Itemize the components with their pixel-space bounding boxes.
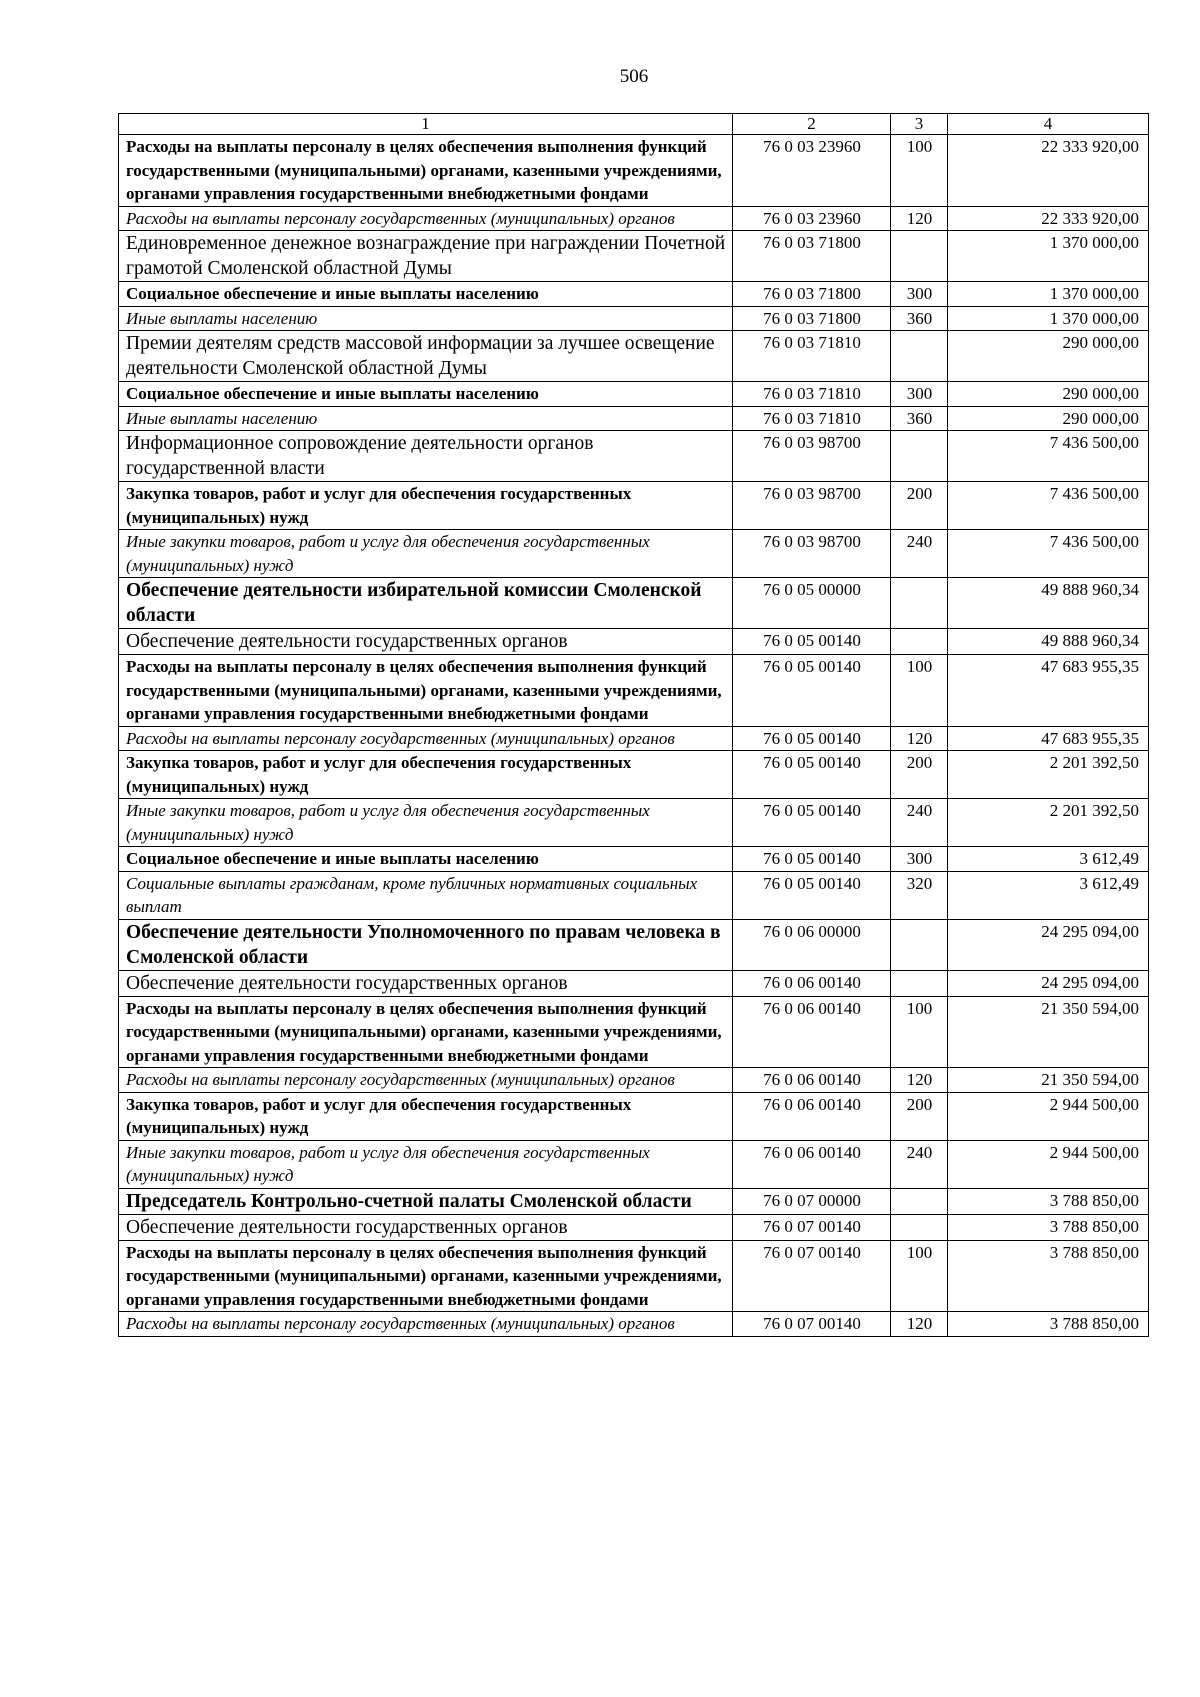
table-row xyxy=(119,919,1149,970)
target-code-cell: 76 0 05 00140 xyxy=(733,629,891,655)
expense-type-cell: 100 xyxy=(891,1240,948,1312)
budget-table xyxy=(118,113,1149,1337)
expense-name-cell: Обеспечение деятельности государственных органов xyxy=(119,1214,733,1240)
expense-type-cell: 100 xyxy=(891,655,948,727)
target-code-cell: 76 0 07 00140 xyxy=(733,1214,891,1240)
column-header-4: 4 xyxy=(948,114,1149,135)
target-code-cell: 76 0 06 00140 xyxy=(733,1140,891,1188)
expense-type-cell xyxy=(891,578,948,629)
budget-table-container xyxy=(118,113,1149,1337)
expense-name-cell: Председатель Контрольно-счетной палаты Смоленской области xyxy=(119,1188,733,1214)
expense-name-cell: Социальное обеспечение и иные выплаты населению xyxy=(119,382,733,407)
amount-cell: 3 612,49 xyxy=(948,847,1149,872)
amount-cell: 2 201 392,50 xyxy=(948,751,1149,799)
amount-cell: 7 436 500,00 xyxy=(948,431,1149,482)
expense-name-cell: Социальное обеспечение и иные выплаты населению xyxy=(119,282,733,307)
amount-cell: 24 295 094,00 xyxy=(948,919,1149,970)
expense-type-cell: 120 xyxy=(891,206,948,231)
expense-type-cell: 100 xyxy=(891,135,948,207)
column-header-3: 3 xyxy=(891,114,948,135)
expense-name-cell: Единовременное денежное вознаграждение при награждении Почетной грамотой Смоленской областной Думы xyxy=(119,231,733,282)
table-row xyxy=(119,1214,1149,1240)
table-row xyxy=(119,578,1149,629)
expense-type-cell xyxy=(891,431,948,482)
amount-cell: 49 888 960,34 xyxy=(948,629,1149,655)
expense-name-cell: Расходы на выплаты персоналу государственных (муниципальных) органов xyxy=(119,1312,733,1337)
expense-name-cell: Обеспечение деятельности избирательной комиссии Смоленской области xyxy=(119,578,733,629)
expense-type-cell xyxy=(891,1214,948,1240)
expense-name-cell: Обеспечение деятельности государственных органов xyxy=(119,629,733,655)
table-row xyxy=(119,282,1149,307)
amount-cell: 47 683 955,35 xyxy=(948,726,1149,751)
page-number: 506 xyxy=(619,66,649,87)
target-code-cell: 76 0 06 00140 xyxy=(733,1092,891,1140)
expense-name-cell: Информационное сопровождение деятельности органов государственной власти xyxy=(119,431,733,482)
table-row xyxy=(119,1092,1149,1140)
amount-cell: 7 436 500,00 xyxy=(948,530,1149,578)
target-code-cell: 76 0 03 71800 xyxy=(733,231,891,282)
table-row xyxy=(119,306,1149,331)
amount-cell: 21 350 594,00 xyxy=(948,1068,1149,1093)
table-row xyxy=(119,996,1149,1068)
expense-name-cell: Обеспечение деятельности государственных органов xyxy=(119,970,733,996)
table-row xyxy=(119,629,1149,655)
expense-name-cell: Иные закупки товаров, работ и услуг для обеспечения государственных (муниципальных) нужд xyxy=(119,1140,733,1188)
table-row xyxy=(119,406,1149,431)
expense-type-cell: 360 xyxy=(891,406,948,431)
expense-name-cell: Закупка товаров, работ и услуг для обеспечения государственных (муниципальных) нужд xyxy=(119,751,733,799)
expense-type-cell: 200 xyxy=(891,1092,948,1140)
target-code-cell: 76 0 05 00140 xyxy=(733,871,891,919)
table-row xyxy=(119,655,1149,727)
expense-name-cell: Иные выплаты населению xyxy=(119,406,733,431)
expense-type-cell: 100 xyxy=(891,996,948,1068)
expense-name-cell: Расходы на выплаты персоналу государственных (муниципальных) органов xyxy=(119,726,733,751)
table-body xyxy=(119,114,1149,1337)
target-code-cell: 76 0 03 23960 xyxy=(733,206,891,231)
expense-type-cell: 300 xyxy=(891,282,948,307)
expense-name-cell: Расходы на выплаты персоналу государственных (муниципальных) органов xyxy=(119,1068,733,1093)
table-row xyxy=(119,726,1149,751)
target-code-cell: 76 0 07 00140 xyxy=(733,1240,891,1312)
table-row xyxy=(119,482,1149,530)
table-row xyxy=(119,431,1149,482)
expense-name-cell: Иные закупки товаров, работ и услуг для обеспечения государственных (муниципальных) нужд xyxy=(119,530,733,578)
expense-type-cell xyxy=(891,919,948,970)
table-row xyxy=(119,799,1149,847)
amount-cell: 3 788 850,00 xyxy=(948,1240,1149,1312)
expense-type-cell xyxy=(891,331,948,382)
amount-cell: 21 350 594,00 xyxy=(948,996,1149,1068)
expense-name-cell: Расходы на выплаты персоналу в целях обеспечения выполнения функций государственными (муниципальными) органами, казенными учреждениями, органами управления государственными внебюджетными фондами xyxy=(119,1240,733,1312)
expense-name-cell: Социальное обеспечение и иные выплаты населению xyxy=(119,847,733,872)
table-row xyxy=(119,1068,1149,1093)
table-row xyxy=(119,1312,1149,1337)
table-row xyxy=(119,530,1149,578)
expense-type-cell xyxy=(891,629,948,655)
table-row xyxy=(119,751,1149,799)
expense-type-cell: 320 xyxy=(891,871,948,919)
expense-type-cell: 200 xyxy=(891,751,948,799)
amount-cell: 1 370 000,00 xyxy=(948,282,1149,307)
amount-cell: 24 295 094,00 xyxy=(948,970,1149,996)
target-code-cell: 76 0 03 71800 xyxy=(733,282,891,307)
target-code-cell: 76 0 03 23960 xyxy=(733,135,891,207)
expense-name-cell: Закупка товаров, работ и услуг для обеспечения государственных (муниципальных) нужд xyxy=(119,482,733,530)
target-code-cell: 76 0 05 00140 xyxy=(733,751,891,799)
amount-cell: 2 944 500,00 xyxy=(948,1092,1149,1140)
expense-name-cell: Расходы на выплаты персоналу в целях обеспечения выполнения функций государственными (муниципальными) органами, казенными учреждениями, органами управления государственными внебюджетными фондами xyxy=(119,135,733,207)
target-code-cell: 76 0 05 00140 xyxy=(733,799,891,847)
expense-type-cell: 300 xyxy=(891,382,948,407)
expense-name-cell: Расходы на выплаты персоналу в целях обеспечения выполнения функций государственными (муниципальными) органами, казенными учреждениями, органами управления государственными внебюджетными фондами xyxy=(119,655,733,727)
target-code-cell: 76 0 03 98700 xyxy=(733,482,891,530)
target-code-cell: 76 0 03 71810 xyxy=(733,331,891,382)
expense-type-cell: 200 xyxy=(891,482,948,530)
expense-type-cell: 240 xyxy=(891,799,948,847)
target-code-cell: 76 0 07 00000 xyxy=(733,1188,891,1214)
amount-cell: 1 370 000,00 xyxy=(948,306,1149,331)
amount-cell: 49 888 960,34 xyxy=(948,578,1149,629)
target-code-cell: 76 0 05 00140 xyxy=(733,726,891,751)
target-code-cell: 76 0 03 71810 xyxy=(733,382,891,407)
table-row xyxy=(119,1188,1149,1214)
column-header-1: 1 xyxy=(119,114,733,135)
expense-name-cell: Закупка товаров, работ и услуг для обеспечения государственных (муниципальных) нужд xyxy=(119,1092,733,1140)
table-row xyxy=(119,1140,1149,1188)
table-row xyxy=(119,847,1149,872)
expense-type-cell xyxy=(891,1188,948,1214)
amount-cell: 3 788 850,00 xyxy=(948,1188,1149,1214)
table-row xyxy=(119,1240,1149,1312)
expense-name-cell: Иные выплаты населению xyxy=(119,306,733,331)
table-row xyxy=(119,231,1149,282)
amount-cell: 22 333 920,00 xyxy=(948,135,1149,207)
target-code-cell: 76 0 06 00000 xyxy=(733,919,891,970)
target-code-cell: 76 0 05 00000 xyxy=(733,578,891,629)
expense-type-cell: 240 xyxy=(891,530,948,578)
expense-name-cell: Социальные выплаты гражданам, кроме публичных нормативных социальных выплат xyxy=(119,871,733,919)
expense-name-cell: Премии деятелям средств массовой информации за лучшее освещение деятельности Смоленской областной Думы xyxy=(119,331,733,382)
amount-cell: 3 788 850,00 xyxy=(948,1214,1149,1240)
target-code-cell: 76 0 05 00140 xyxy=(733,847,891,872)
amount-cell: 290 000,00 xyxy=(948,406,1149,431)
amount-cell: 47 683 955,35 xyxy=(948,655,1149,727)
amount-cell: 2 201 392,50 xyxy=(948,799,1149,847)
table-row xyxy=(119,331,1149,382)
expense-name-cell: Иные закупки товаров, работ и услуг для обеспечения государственных (муниципальных) нужд xyxy=(119,799,733,847)
expense-type-cell: 360 xyxy=(891,306,948,331)
table-row xyxy=(119,871,1149,919)
expense-type-cell: 120 xyxy=(891,1068,948,1093)
column-header-2: 2 xyxy=(733,114,891,135)
table-row xyxy=(119,970,1149,996)
expense-type-cell xyxy=(891,970,948,996)
target-code-cell: 76 0 06 00140 xyxy=(733,1068,891,1093)
target-code-cell: 76 0 03 98700 xyxy=(733,431,891,482)
expense-type-cell: 120 xyxy=(891,726,948,751)
expense-name-cell: Расходы на выплаты персоналу в целях обеспечения выполнения функций государственными (муниципальными) органами, казенными учреждениями, органами управления государственными внебюджетными фондами xyxy=(119,996,733,1068)
table-row xyxy=(119,135,1149,207)
target-code-cell: 76 0 05 00140 xyxy=(733,655,891,727)
amount-cell: 3 612,49 xyxy=(948,871,1149,919)
amount-cell: 290 000,00 xyxy=(948,331,1149,382)
expense-type-cell: 120 xyxy=(891,1312,948,1337)
amount-cell: 1 370 000,00 xyxy=(948,231,1149,282)
expense-name-cell: Расходы на выплаты персоналу государственных (муниципальных) органов xyxy=(119,206,733,231)
target-code-cell: 76 0 03 71800 xyxy=(733,306,891,331)
expense-type-cell: 300 xyxy=(891,847,948,872)
amount-cell: 3 788 850,00 xyxy=(948,1312,1149,1337)
target-code-cell: 76 0 06 00140 xyxy=(733,970,891,996)
target-code-cell: 76 0 03 98700 xyxy=(733,530,891,578)
table-row xyxy=(119,382,1149,407)
target-code-cell: 76 0 07 00140 xyxy=(733,1312,891,1337)
table-row xyxy=(119,206,1149,231)
amount-cell: 2 944 500,00 xyxy=(948,1140,1149,1188)
expense-type-cell: 240 xyxy=(891,1140,948,1188)
expense-name-cell: Обеспечение деятельности Уполномоченного по правам человека в Смоленской области xyxy=(119,919,733,970)
column-number-row xyxy=(119,114,1149,135)
amount-cell: 22 333 920,00 xyxy=(948,206,1149,231)
target-code-cell: 76 0 06 00140 xyxy=(733,996,891,1068)
expense-type-cell xyxy=(891,231,948,282)
amount-cell: 290 000,00 xyxy=(948,382,1149,407)
amount-cell: 7 436 500,00 xyxy=(948,482,1149,530)
target-code-cell: 76 0 03 71810 xyxy=(733,406,891,431)
